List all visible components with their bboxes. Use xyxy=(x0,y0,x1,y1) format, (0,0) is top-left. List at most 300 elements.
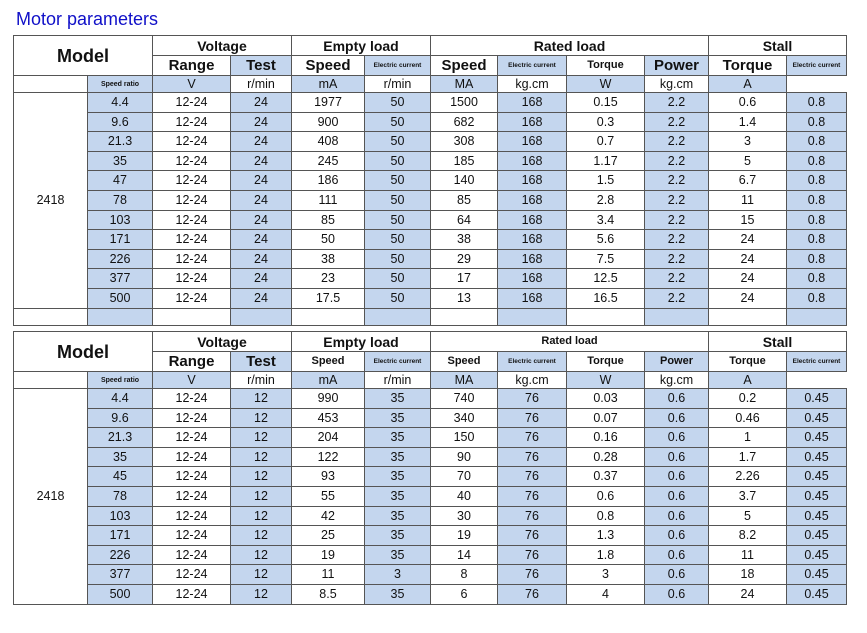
table-cell: 12 xyxy=(231,526,292,546)
units-row xyxy=(14,76,847,93)
table-cell: 12 xyxy=(231,389,292,409)
stall-current-header: Electric current xyxy=(787,352,847,372)
table-cell: 35 xyxy=(365,408,431,428)
table-cell: 12-24 xyxy=(153,526,231,546)
table-cell: 168 xyxy=(498,249,567,269)
table-cell: 0.8 xyxy=(787,112,847,132)
table-cell: 2.2 xyxy=(645,93,709,113)
stall-torque-header: Torque xyxy=(709,56,787,76)
table-cell: 0.37 xyxy=(567,467,645,487)
table-row xyxy=(14,210,847,230)
table-cell: 2.2 xyxy=(645,132,709,152)
table-cell: 35 xyxy=(88,447,153,467)
table-cell: 3 xyxy=(365,565,431,585)
table-cell: 3 xyxy=(567,565,645,585)
table-cell: 0.6 xyxy=(645,565,709,585)
table-cell: 0.8 xyxy=(787,249,847,269)
table-row xyxy=(14,230,847,250)
table-cell: 35 xyxy=(365,447,431,467)
model-header: Model xyxy=(14,332,153,372)
table-cell: 12-24 xyxy=(153,112,231,132)
table-cell: 9.6 xyxy=(88,112,153,132)
table-cell: 0.45 xyxy=(787,584,847,604)
table-row xyxy=(14,565,847,585)
table-cell: 3.4 xyxy=(567,210,645,230)
unit-rl-speed: r/min xyxy=(365,76,431,93)
table-cell: 0.45 xyxy=(787,408,847,428)
table-cell: 35 xyxy=(365,486,431,506)
table-cell: 38 xyxy=(292,249,365,269)
unit-test: V xyxy=(153,76,231,93)
table-cell: 12-24 xyxy=(153,151,231,171)
table-cell: 1.8 xyxy=(567,545,645,565)
speed-ratio-header: Speed ratio xyxy=(88,76,153,93)
table-cell: 38 xyxy=(431,230,498,250)
unit-st-torque: kg.cm xyxy=(645,76,709,93)
table-cell: 2.2 xyxy=(645,230,709,250)
table-cell: 4 xyxy=(567,584,645,604)
table-cell: 0.07 xyxy=(567,408,645,428)
table-cell: 24 xyxy=(231,93,292,113)
units-row xyxy=(14,372,847,389)
table-cell: 50 xyxy=(365,288,431,308)
table-cell: 2.2 xyxy=(645,171,709,191)
table-cell: 168 xyxy=(498,190,567,210)
table-cell: 76 xyxy=(498,408,567,428)
table-cell: 50 xyxy=(365,249,431,269)
table-cell: 0.16 xyxy=(567,428,645,448)
table-cell: 78 xyxy=(88,190,153,210)
table-row xyxy=(14,93,847,113)
table-cell: 0.8 xyxy=(787,151,847,171)
table-cell: 18 xyxy=(709,565,787,585)
unit-st-current: A xyxy=(709,372,787,389)
table-cell: 0.7 xyxy=(567,132,645,152)
table-cell: 245 xyxy=(292,151,365,171)
table-cell: 0.6 xyxy=(645,526,709,546)
table-cell: 226 xyxy=(88,545,153,565)
table-cell: 0.6 xyxy=(645,428,709,448)
table-cell: 17.5 xyxy=(292,288,365,308)
table-cell: 0.8 xyxy=(787,210,847,230)
table-cell: 24 xyxy=(231,210,292,230)
table-cell: 76 xyxy=(498,506,567,526)
table-row xyxy=(14,190,847,210)
table-cell: 6.7 xyxy=(709,171,787,191)
table-cell: 0.8 xyxy=(787,230,847,250)
table-cell: 226 xyxy=(88,249,153,269)
rated-power-header: Power xyxy=(645,56,709,76)
table-cell: 24 xyxy=(231,132,292,152)
table-row xyxy=(14,171,847,191)
table-cell: 0.6 xyxy=(645,467,709,487)
unit-el-speed: r/min xyxy=(231,372,292,389)
unit-test: V xyxy=(153,372,231,389)
table-cell: 168 xyxy=(498,269,567,289)
rated-speed-header: Speed xyxy=(431,56,498,76)
table-cell: 24 xyxy=(231,249,292,269)
table-cell: 0.46 xyxy=(709,408,787,428)
stall-current-header: Electric current xyxy=(787,56,847,76)
table-cell: 35 xyxy=(88,151,153,171)
table-cell: 2.2 xyxy=(645,269,709,289)
table-cell: 12 xyxy=(231,506,292,526)
table-cell: 35 xyxy=(365,545,431,565)
table-cell: 2.2 xyxy=(645,112,709,132)
table-body xyxy=(14,76,847,309)
table-cell: 8.5 xyxy=(292,584,365,604)
table-cell: 168 xyxy=(498,132,567,152)
table-cell: 0.45 xyxy=(787,545,847,565)
table-row xyxy=(14,288,847,308)
table-cell: 1500 xyxy=(431,93,498,113)
unit-rl-current: MA xyxy=(431,372,498,389)
rated-load-header: Rated load xyxy=(431,332,709,352)
table-cell: 408 xyxy=(292,132,365,152)
table-cell: 14 xyxy=(431,545,498,565)
table-cell: 12.5 xyxy=(567,269,645,289)
table-cell: 12-24 xyxy=(153,467,231,487)
table-cell: 185 xyxy=(431,151,498,171)
table-cell: 35 xyxy=(365,526,431,546)
table-cell: 0.6 xyxy=(645,486,709,506)
table-cell: 12 xyxy=(231,467,292,487)
table-cell: 377 xyxy=(88,565,153,585)
empty-speed-header: Speed xyxy=(292,56,365,76)
table-cell: 12-24 xyxy=(153,545,231,565)
table-cell: 900 xyxy=(292,112,365,132)
table-cell: 12-24 xyxy=(153,171,231,191)
table-cell: 1.5 xyxy=(567,171,645,191)
table-cell: 12 xyxy=(231,584,292,604)
speed-ratio-header: Speed ratio xyxy=(88,372,153,389)
unit-rl-power: W xyxy=(567,76,645,93)
unit-rl-current: MA xyxy=(431,76,498,93)
table-cell: 12 xyxy=(231,486,292,506)
table-body xyxy=(14,372,847,605)
table-cell: 2.2 xyxy=(645,210,709,230)
table-cell: 50 xyxy=(365,269,431,289)
table-cell: 12-24 xyxy=(153,93,231,113)
voltage-header: Voltage xyxy=(153,36,292,56)
table-cell: 2.2 xyxy=(645,190,709,210)
table-cell: 11 xyxy=(709,190,787,210)
table-cell: 168 xyxy=(498,210,567,230)
table-cell: 12-24 xyxy=(153,269,231,289)
table-cell: 0.45 xyxy=(787,506,847,526)
table-cell: 168 xyxy=(498,230,567,250)
table-cell: 13 xyxy=(431,288,498,308)
rated-current-header: Electric current xyxy=(498,56,567,76)
table-cell: 0.45 xyxy=(787,486,847,506)
table-cell: 0.8 xyxy=(787,288,847,308)
rated-current-header: Electric current xyxy=(498,352,567,372)
table-cell: 24 xyxy=(231,151,292,171)
table-cell: 0.8 xyxy=(787,132,847,152)
table-cell: 42 xyxy=(292,506,365,526)
table-cell: 76 xyxy=(498,389,567,409)
table-cell: 12-24 xyxy=(153,249,231,269)
table-cell: 6 xyxy=(431,584,498,604)
table-cell: 11 xyxy=(709,545,787,565)
rated-load-header: Rated load xyxy=(431,36,709,56)
table-cell: 103 xyxy=(88,506,153,526)
model-number: 2418 xyxy=(14,93,88,309)
table-cell: 25 xyxy=(292,526,365,546)
table-cell: 168 xyxy=(498,151,567,171)
table-cell: 12-24 xyxy=(153,506,231,526)
table-cell: 35 xyxy=(365,467,431,487)
table-cell: 340 xyxy=(431,408,498,428)
unit-el-speed: r/min xyxy=(231,76,292,93)
table-row xyxy=(14,526,847,546)
table-cell: 204 xyxy=(292,428,365,448)
table-cell: 45 xyxy=(88,467,153,487)
rated-torque-header: Torque xyxy=(567,56,645,76)
table-cell: 76 xyxy=(498,526,567,546)
table-cell: 111 xyxy=(292,190,365,210)
motor-table-24v xyxy=(13,35,847,326)
table-cell: 0.6 xyxy=(645,545,709,565)
table-cell: 12-24 xyxy=(153,132,231,152)
table-cell: 35 xyxy=(365,506,431,526)
stall-torque-header: Torque xyxy=(709,352,787,372)
table-row xyxy=(14,408,847,428)
empty-current-header: Electric current xyxy=(365,56,431,76)
table-cell: 24 xyxy=(231,230,292,250)
table-cell: 21.3 xyxy=(88,428,153,448)
table-cell: 8 xyxy=(431,565,498,585)
table-cell: 5 xyxy=(709,506,787,526)
table-cell: 12-24 xyxy=(153,486,231,506)
table-cell: 990 xyxy=(292,389,365,409)
range-header: Range xyxy=(153,352,231,372)
table-cell: 40 xyxy=(431,486,498,506)
table-cell: 168 xyxy=(498,112,567,132)
table-cell: 12-24 xyxy=(153,584,231,604)
table-cell: 7.5 xyxy=(567,249,645,269)
table-cell: 47 xyxy=(88,171,153,191)
table-cell: 76 xyxy=(498,447,567,467)
table-row xyxy=(14,249,847,269)
stall-header: Stall xyxy=(709,332,847,352)
table-cell: 2.2 xyxy=(645,151,709,171)
table-cell: 308 xyxy=(431,132,498,152)
table-cell: 2.2 xyxy=(645,288,709,308)
motor-table-12v xyxy=(13,331,847,605)
table-cell: 12 xyxy=(231,428,292,448)
table-cell: 78 xyxy=(88,486,153,506)
table-cell: 12-24 xyxy=(153,565,231,585)
table-cell: 0.8 xyxy=(567,506,645,526)
table-cell: 12-24 xyxy=(153,447,231,467)
table-cell: 0.45 xyxy=(787,467,847,487)
table-cell: 0.6 xyxy=(645,584,709,604)
table-cell: 21.3 xyxy=(88,132,153,152)
table-cell: 50 xyxy=(365,230,431,250)
trailing-blank-row xyxy=(14,308,847,325)
table-cell: 55 xyxy=(292,486,365,506)
model-unit-blank xyxy=(14,76,88,93)
table-cell: 122 xyxy=(292,447,365,467)
table-row xyxy=(14,112,847,132)
unit-rl-torque: kg.cm xyxy=(498,76,567,93)
stall-header: Stall xyxy=(709,36,847,56)
table-cell: 3.7 xyxy=(709,486,787,506)
table-cell: 24 xyxy=(231,171,292,191)
table-cell: 24 xyxy=(709,584,787,604)
table-cell: 76 xyxy=(498,565,567,585)
table-cell: 0.2 xyxy=(709,389,787,409)
table-cell: 24 xyxy=(231,112,292,132)
table-cell: 0.6 xyxy=(709,93,787,113)
table-cell: 0.15 xyxy=(567,93,645,113)
table-cell: 0.28 xyxy=(567,447,645,467)
table-cell: 4.4 xyxy=(88,389,153,409)
table-cell: 35 xyxy=(365,389,431,409)
table-cell: 168 xyxy=(498,288,567,308)
empty-current-header: Electric current xyxy=(365,352,431,372)
unit-st-current: A xyxy=(709,76,787,93)
table-row xyxy=(14,151,847,171)
table-cell: 1.4 xyxy=(709,112,787,132)
table-cell: 0.3 xyxy=(567,112,645,132)
table-cell: 0.45 xyxy=(787,447,847,467)
range-header: Range xyxy=(153,56,231,76)
table-cell: 2.8 xyxy=(567,190,645,210)
table-cell: 50 xyxy=(365,151,431,171)
table-cell: 2.26 xyxy=(709,467,787,487)
unit-el-current: mA xyxy=(292,372,365,389)
table-cell: 76 xyxy=(498,428,567,448)
table-cell: 50 xyxy=(365,93,431,113)
table-cell: 0.45 xyxy=(787,389,847,409)
table-row xyxy=(14,428,847,448)
table-cell: 19 xyxy=(292,545,365,565)
unit-rl-speed: r/min xyxy=(365,372,431,389)
table-cell: 24 xyxy=(709,249,787,269)
empty-load-header: Empty load xyxy=(292,36,431,56)
table-cell: 76 xyxy=(498,545,567,565)
table-cell: 0.45 xyxy=(787,428,847,448)
page-title: Motor parameters xyxy=(16,9,159,29)
table-cell: 50 xyxy=(365,132,431,152)
table-cell: 50 xyxy=(292,230,365,250)
table-cell: 150 xyxy=(431,428,498,448)
table-row xyxy=(14,389,847,409)
table-cell: 24 xyxy=(709,269,787,289)
table-cell: 85 xyxy=(431,190,498,210)
table-row xyxy=(14,132,847,152)
table-cell: 12 xyxy=(231,408,292,428)
table-cell: 12-24 xyxy=(153,408,231,428)
unit-st-torque: kg.cm xyxy=(645,372,709,389)
table-cell: 500 xyxy=(88,288,153,308)
table-cell: 24 xyxy=(231,190,292,210)
table-cell: 50 xyxy=(365,171,431,191)
table-cell: 50 xyxy=(365,190,431,210)
table-cell: 0.6 xyxy=(567,486,645,506)
table-cell: 0.6 xyxy=(645,389,709,409)
table-cell: 15 xyxy=(709,210,787,230)
model-header: Model xyxy=(14,36,153,76)
table-cell: 171 xyxy=(88,526,153,546)
table-cell: 0.6 xyxy=(645,506,709,526)
table-cell: 1977 xyxy=(292,93,365,113)
table-cell: 500 xyxy=(88,584,153,604)
table-cell: 50 xyxy=(365,210,431,230)
table-cell: 5 xyxy=(709,151,787,171)
table-cell: 12-24 xyxy=(153,428,231,448)
table-cell: 35 xyxy=(365,584,431,604)
table-cell: 0.8 xyxy=(787,269,847,289)
table-row xyxy=(14,269,847,289)
table-row xyxy=(14,506,847,526)
table-cell: 1.17 xyxy=(567,151,645,171)
table-cell: 12-24 xyxy=(153,190,231,210)
table-row xyxy=(14,545,847,565)
table-cell: 2.2 xyxy=(645,249,709,269)
table-cell: 0.8 xyxy=(787,190,847,210)
table-cell: 740 xyxy=(431,389,498,409)
table-cell: 0.6 xyxy=(645,447,709,467)
table-cell: 682 xyxy=(431,112,498,132)
table-cell: 9.6 xyxy=(88,408,153,428)
table-cell: 0.6 xyxy=(645,408,709,428)
table-cell: 12-24 xyxy=(153,288,231,308)
table-cell: 186 xyxy=(292,171,365,191)
table-cell: 24 xyxy=(231,269,292,289)
empty-speed-header: Speed xyxy=(292,352,365,372)
table-cell: 453 xyxy=(292,408,365,428)
table-cell: 35 xyxy=(365,428,431,448)
table-cell: 16.5 xyxy=(567,288,645,308)
rated-speed-header: Speed xyxy=(431,352,498,372)
table-cell: 1.3 xyxy=(567,526,645,546)
table-cell: 24 xyxy=(709,288,787,308)
voltage-header: Voltage xyxy=(153,332,292,352)
table-row xyxy=(14,584,847,604)
table-cell: 12 xyxy=(231,545,292,565)
table-cell: 85 xyxy=(292,210,365,230)
table-cell: 12-24 xyxy=(153,210,231,230)
model-unit-blank xyxy=(14,372,88,389)
table-cell: 377 xyxy=(88,269,153,289)
table-cell: 12 xyxy=(231,565,292,585)
table-row xyxy=(14,447,847,467)
table-cell: 171 xyxy=(88,230,153,250)
table-cell: 76 xyxy=(498,467,567,487)
table-cell: 140 xyxy=(431,171,498,191)
table-cell: 24 xyxy=(709,230,787,250)
table-cell: 50 xyxy=(365,112,431,132)
unit-rl-torque: kg.cm xyxy=(498,372,567,389)
table-row xyxy=(14,486,847,506)
model-number: 2418 xyxy=(14,389,88,605)
table-cell: 1 xyxy=(709,428,787,448)
table-cell: 24 xyxy=(231,288,292,308)
table-cell: 29 xyxy=(431,249,498,269)
empty-load-header: Empty load xyxy=(292,332,431,352)
table-cell: 168 xyxy=(498,93,567,113)
table-cell: 76 xyxy=(498,584,567,604)
test-header: Test xyxy=(231,352,292,372)
table-cell: 30 xyxy=(431,506,498,526)
table-cell: 168 xyxy=(498,171,567,191)
unit-el-current: mA xyxy=(292,76,365,93)
table-cell: 3 xyxy=(709,132,787,152)
table-cell: 8.2 xyxy=(709,526,787,546)
